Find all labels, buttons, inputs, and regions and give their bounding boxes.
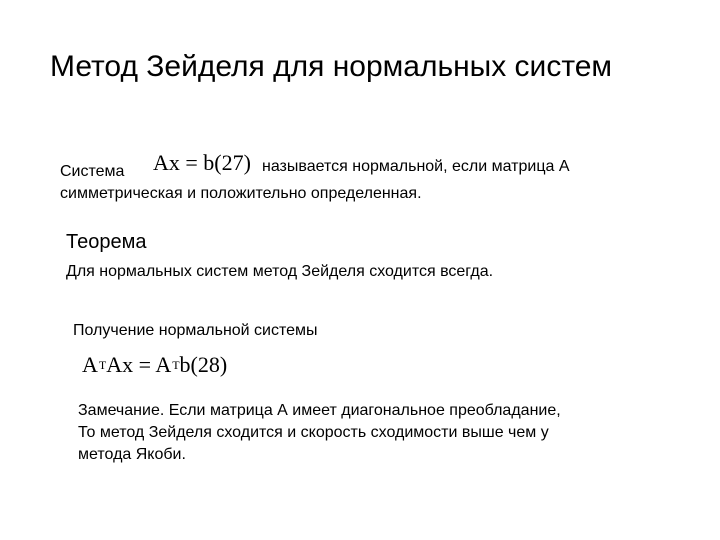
eq28-sup2: T [172, 358, 180, 372]
eq28-sup1: T [98, 358, 107, 372]
eq28-mid: Ax = A [106, 352, 172, 377]
remark-block [78, 400, 561, 466]
eq28-A1: A [82, 352, 98, 377]
equation-28 [82, 352, 227, 378]
eq28-end: b(28) [179, 352, 228, 377]
theorem-text: Для нормальных систем метод Зейделя сходится всегда. [66, 263, 494, 280]
slide-title: Метод Зейделя для нормальных систем [50, 50, 613, 83]
theorem-heading: Теорема [66, 231, 147, 253]
definition-word-system: Система [60, 163, 125, 180]
normal-system-heading: Получение нормальной системы [73, 322, 318, 339]
remark-line3: метода Якоби. [78, 446, 186, 463]
definition-line1-rest: называется нормальной, если матрица А [262, 158, 570, 175]
remark-line1: Замечание. Если матрица А имеет диагональное преобладание, [78, 402, 561, 419]
remark-line2: То метод Зейделя сходится и скорость сходимости выше чем у [78, 424, 549, 441]
equation-27: Ax = b(27) [153, 150, 251, 175]
definition-line2: симметрическая и положительно определенная. [60, 185, 422, 202]
